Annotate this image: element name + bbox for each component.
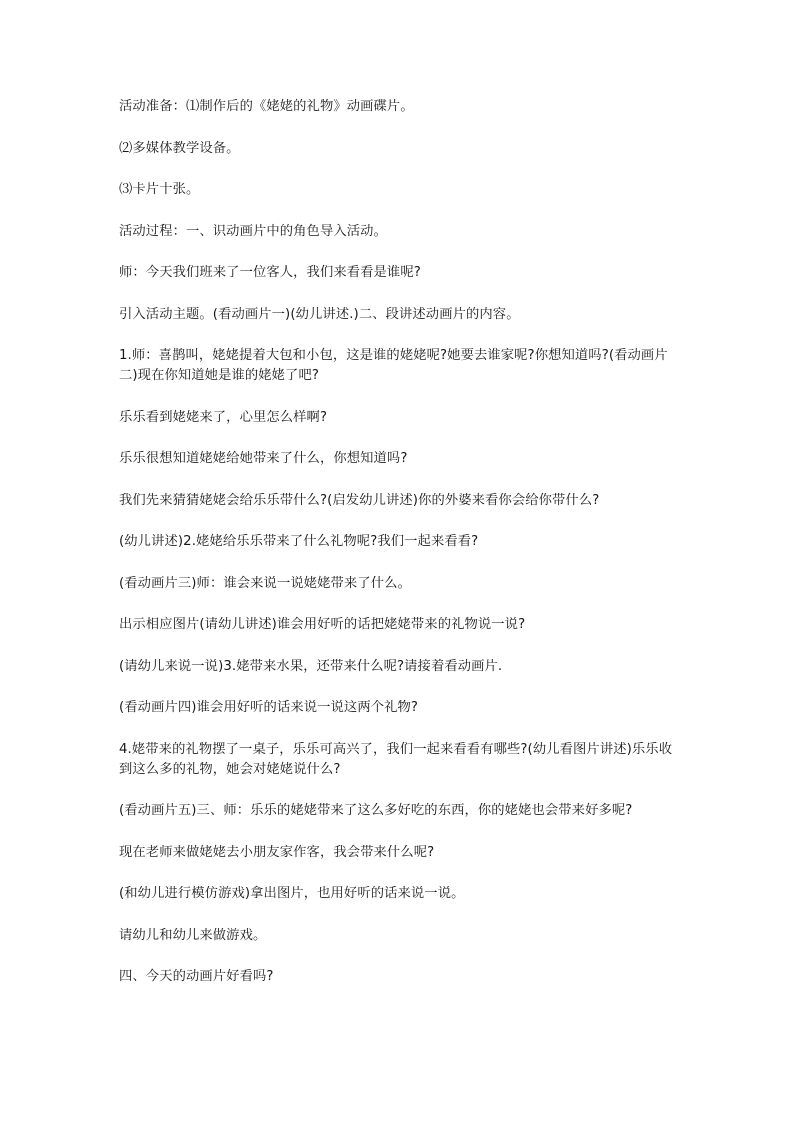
paragraph-1: 活动准备：⑴制作后的《姥姥的礼物》动画碟片。 xyxy=(119,99,414,114)
paragraph-19: (和幼儿进行模仿游戏)拿出图片，也用好听的话来说一说。 xyxy=(119,886,465,901)
paragraph-12: (看动画片三)师：谁会来说一说姥姥带来了什么。 xyxy=(119,575,411,591)
paragraph-17: (看动画片五)三、师：乐乐的姥姥带来了这么多好吃的东西，你的姥姥也会带来好多呢? xyxy=(119,803,633,818)
paragraph-5: 师：今天我们班来了一位客人，我们来看看是谁呢? xyxy=(119,265,421,280)
paragraph-9: 乐乐很想知道姥姥给她带来了什么，你想知道吗? xyxy=(119,451,408,466)
paragraph-6: 引入活动主题。(看动画片一)(幼儿讲述.)二、段讲述动画片的内容。 xyxy=(119,306,520,322)
paragraph-20: 请幼儿和幼儿来做游戏。 xyxy=(119,927,267,943)
paragraph-15: (看动画片四)谁会用好听的话来说一说这两个礼物? xyxy=(119,700,419,715)
paragraph-16: 4.姥带来的礼物摆了一桌子，乐乐可高兴了，我们一起来看看有哪些?(幼儿看图片讲述)乐乐收到这么多的礼物，她会对姥姥说什么? xyxy=(119,741,673,777)
paragraph-3: ⑶卡片十张。 xyxy=(119,182,200,197)
paragraph-11: (幼儿讲述)2.姥姥给乐乐带来了什么礼物呢?我们一起来看看? xyxy=(119,534,479,549)
paragraph-21: 四、今天的动画片好看吗? xyxy=(119,969,274,984)
paragraph-4: 活动过程：一、识动画片中的角色导入活动。 xyxy=(119,223,387,239)
paragraph-8: 乐乐看到姥姥来了，心里怎么样啊? xyxy=(119,409,328,425)
paragraph-13: 出示相应图片(请幼儿讲述)谁会用好听的话把姥姥带来的礼物说一说? xyxy=(119,617,526,632)
paragraph-10: 我们先来猜猜姥姥会给乐乐带什么?(启发幼儿讲述)你的外婆来看你会给你带什么? xyxy=(119,492,600,508)
paragraph-2: ⑵多媒体教学设备。 xyxy=(119,140,240,156)
document-body xyxy=(119,97,679,987)
paragraph-14: (请幼儿来说一说)3.姥带来水果，还带来什么呢?请接着看动画片. xyxy=(119,658,503,674)
paragraph-18: 现在老师来做姥姥去小朋友家作客，我会带来什么呢? xyxy=(119,844,435,860)
paragraph-7: 1.师：喜鹊叫，姥姥提着大包和小包，这是谁的姥姥呢?她要去谁家呢?你想知道吗?(看动画片二)现在你知道她是谁的姥姥了吧? xyxy=(119,348,668,383)
